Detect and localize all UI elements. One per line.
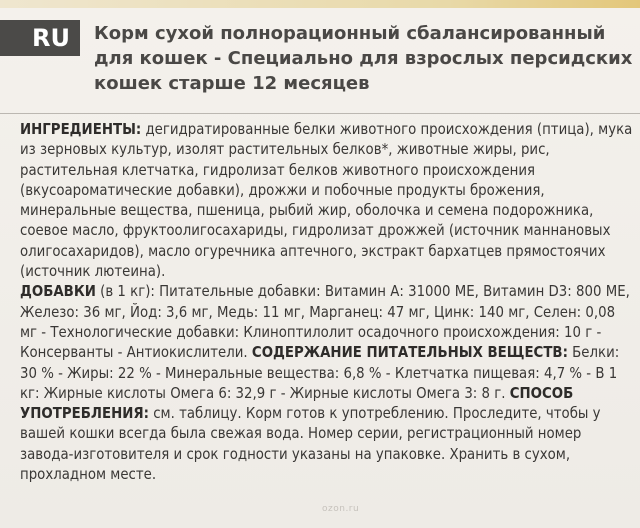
usage-heading: СПОСОБ УПОТРЕБЛЕНИЯ: — [20, 383, 574, 423]
ozon-watermark: ozon.ru — [322, 504, 360, 514]
product-title: Корм сухой полнорационный сбалансированный для кошек - Специально для взрослых персидских кошек старше 12 месяцев — [94, 23, 633, 94]
additives-text: (в 1 кг): Питательные добавки: Витамин А: 31000 МЕ, Витамин D3: 800 МЕ, Железо: 36 мг, Йод: 3,6 мг, Медь: 11 мг, Марганец: 47 мг, Цинк: 140 мг, Селен: 0,08 мг - Технологические добавки: Клиноптилолит осадочного происхождения: 10 г - Консерванты - Антиокислители. — [20, 282, 630, 362]
header-divider — [0, 113, 640, 114]
additives-paragraph — [20, 281, 632, 484]
nutrients-text: Белки: 30 % - Жиры: 22 % - Минеральные вещества: 6,8 % - Клетчатка пищевая: 4,7 % - В 1 кг: Жирные кислоты Омега 6: 32,9 г - Жирные кислоты Омега 3: 8 г. — [20, 343, 620, 402]
ingredients-heading: ИНГРЕДИЕНТЫ: — [20, 120, 142, 138]
usage-text: см. таблицу. Корм готов к употреблению. Проследите, чтобы у вашей кошки всегда была свежая вода. Номер серии, регистрационный номер завода-изготовителя и срок годности указаны на упаковке. Хранить в сухом, прохладном месте. — [20, 404, 601, 484]
ingredients-text: дегидратированные белки животного происхождения (птица), мука из зерновых культур, изолят растительных белков*, животные жиры, рис, растительная клетчатка, гидролизат белков животного происхождения (вкусоароматические добавки), дрожжи и побочные продукты брожения, минеральные вещества, пшеница, рыбий жир, оболочка и семена подорожника, соевое масло, фруктоолигосахариды, гидролизат дрожжей (источник маннановых олигосахаридов), масло огуречника аптечного, экстракт бархатцев прямостоячих (источник лютеина). — [20, 120, 633, 281]
language-badge: RU — [0, 20, 80, 56]
label-body — [20, 119, 632, 484]
additives-heading: ДОБАВКИ — [20, 282, 96, 301]
composition-paragraph — [20, 119, 632, 281]
nutrients-heading: СОДЕРЖАНИЕ ПИТАТЕЛЬНЫХ ВЕЩЕСТВ: — [251, 343, 568, 362]
package-top-strip — [0, 0, 640, 8]
